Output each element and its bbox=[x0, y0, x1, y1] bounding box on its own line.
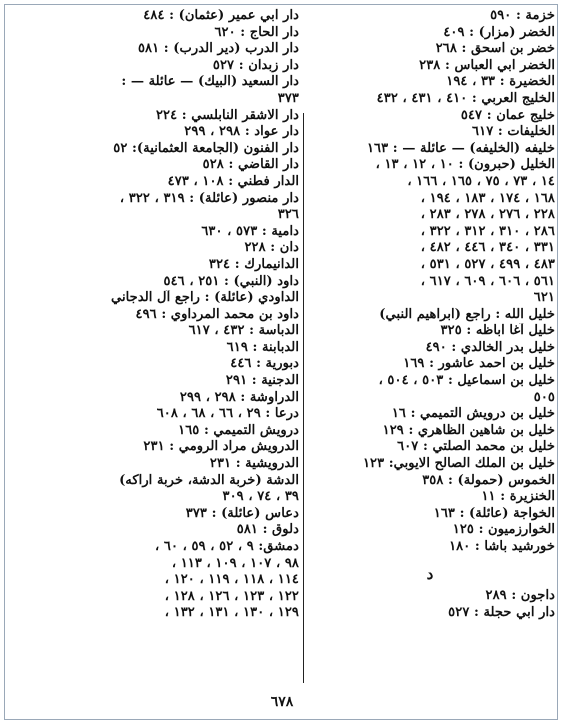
index-entry: الدشة (خربة الدشة، خربة اراكه) bbox=[119, 472, 299, 488]
index-entry: الدرويش مراد الرومي : ٢٣١ bbox=[143, 439, 299, 455]
index-column-right bbox=[305, 8, 555, 621]
index-entry: خليل الله : راجع (ابراهيم النبي) bbox=[379, 306, 555, 322]
index-entry: درعا : ٢٩ ، ٦٦ ، ٦٨ ، ٦٠٨ bbox=[156, 406, 299, 422]
index-entry: خليفه (الخليفه) — عائلة — : ١٦٣ bbox=[366, 140, 555, 156]
index-entry: دبورية : ٤٤٦ bbox=[230, 356, 299, 372]
index-entry: دار ابي عمير (عثمان) : ٤٨٤ bbox=[143, 8, 299, 23]
index-entry: الخليفات : ٦١٧ bbox=[472, 124, 555, 140]
index-entry: خليل آغا اباظه : ٣٢٥ bbox=[440, 323, 555, 339]
page-number: ٦٧٨ bbox=[270, 694, 294, 710]
index-entry: درويش التميمي : ١٦٥ bbox=[178, 422, 299, 438]
index-entry: ٣٧٣ bbox=[277, 90, 299, 106]
index-entry: ١٢٩ ، ١٣٠ ، ١٣١ ، ١٣٢ ، bbox=[164, 605, 299, 621]
index-entry: دار ابي حجلة : ٥٢٧ bbox=[448, 604, 555, 620]
index-entry: الخنزيرة : ١١ bbox=[481, 489, 555, 505]
index-entry: داجون : ٢٨٩ bbox=[485, 588, 555, 604]
index-entry: ١٦٨ ، ١٧٤ ، ١٨٣ ، ١٩٤ ، bbox=[420, 190, 555, 206]
index-entry: خزمة : ٥٩٠ bbox=[490, 8, 555, 23]
index-entry: ٣٣١ ، ٣٤٠ ، ٤٤٦ ، ٤٨٢ ، bbox=[420, 240, 555, 256]
index-entry: دلوق : ٥٨١ bbox=[236, 522, 299, 538]
index-entry: الخموس (حمولة) : ٣٥٨ bbox=[422, 472, 555, 488]
index-entry: خليل بن احمد عاشور : ١٦٩ bbox=[403, 356, 555, 372]
index-entry: ٥٦١ ، ٦٠٦ ، ٦٠٩ ، ٦١٧ ، bbox=[420, 273, 555, 289]
index-entry: خليل بن الملك الصالح الايوبي: ١٢٣ bbox=[362, 456, 555, 472]
index-entry: دار الاشقر النابلسي : ٢٢٤ bbox=[155, 107, 299, 123]
index-entry: خليل بن شاهين الظاهري : ١٢٩ bbox=[382, 422, 555, 438]
index-entry: خضر بن اسحق : ٢٦٨ bbox=[435, 41, 555, 57]
index-entry: ٣٩ ، ٧٤ ، ٣٠٩ bbox=[222, 489, 299, 505]
index-entry: دار الدرب (دير الدرب) : ٥٨١ bbox=[137, 41, 299, 57]
index-entry: الدانيمارك : ٣٢٤ bbox=[208, 256, 299, 272]
index-entry: الداودي (عائلة) : راجع آل الدجاني bbox=[110, 290, 299, 306]
index-entry: الدبابنة : ٦١٩ bbox=[226, 339, 299, 355]
index-entry: ١٢٢ ، ١٢٣ ، ١٢٦ ، ١٢٨ ، bbox=[164, 588, 299, 604]
index-entry: الدرويشية : ٢٣١ bbox=[209, 456, 299, 472]
index-entry: ٢٨٦ ، ٣١٠ ، ٣١٢ ، ٣٢٢ ، bbox=[420, 223, 555, 239]
index-entry: الخضيرة : ٣٣ ، ١٩٤ bbox=[446, 74, 555, 90]
index-entry: دار القاضي : ٥٢٨ bbox=[202, 157, 299, 173]
index-entry: دعاس (عائلة) : ٣٧٣ bbox=[185, 505, 299, 521]
index-entry: دار منصور (عائلة) : ٣١٩ ، ٣٢٢ ، bbox=[119, 190, 299, 206]
index-entry: خليل بن محمد الصلتي : ٦٠٧ bbox=[397, 439, 555, 455]
index-entry: دار الفنون (الجامعة العثمانية): ٥٢ bbox=[113, 140, 299, 156]
index-entry: ٢٢٨ ، ٢٧٦ ، ٢٧٨ ، ٢٨٣ ، bbox=[420, 207, 555, 223]
index-entry: داود بن محمد المرداوي : ٤٩٦ bbox=[135, 306, 299, 322]
section-gap bbox=[305, 556, 555, 566]
index-entry: خليج عمان : ٥٤٧ bbox=[460, 107, 555, 123]
index-entry: خليل بدر الخالدي : ٤٩٠ bbox=[425, 339, 555, 355]
index-entry: خورشيد باشا : ١٨٠ bbox=[449, 539, 555, 554]
index-entry: دار عواد : ٢٩٨ ، ٢٩٩ bbox=[184, 124, 299, 140]
document-page bbox=[4, 4, 558, 720]
index-entry: ٤٨٣ ، ٤٩٩ ، ٥٢٧ ، ٥٣١ ، bbox=[420, 256, 555, 272]
index-entry: الخضر ابي العباس : ٢٣٨ bbox=[419, 57, 555, 73]
index-entry: الخواجة (عائلة) : ١٦٣ bbox=[433, 505, 555, 521]
index-entry: دامية : ٥٧٣ ، ٦٣٠ bbox=[201, 223, 299, 239]
section-letter-heading: د bbox=[426, 565, 434, 583]
index-entry: داود (النبي) : ٢٥١ ، ٥٤٦ bbox=[163, 273, 299, 289]
index-entry: دار الحاج : ٦٢٠ bbox=[214, 24, 299, 40]
index-entry: دار السعيد (البيك) — عائلة — : bbox=[121, 74, 299, 90]
index-entry: الخوارزميون : ١٢٥ bbox=[452, 522, 555, 538]
index-entry: الدار فطني : ١٠٨ ، ٤٧٣ bbox=[167, 173, 299, 189]
index-entry: ٣٢٦ bbox=[277, 207, 299, 223]
index-entry: ١١٤ ، ١١٨ ، ١١٩ ، ١٢٠ ، bbox=[164, 572, 299, 588]
index-entry: الخضر (مزار) : ٤٠٩ bbox=[443, 24, 555, 40]
index-column-left bbox=[11, 8, 299, 622]
index-entry: ٩٨ ، ١٠٧ ، ١٠٩ ، ١١٣ ، bbox=[171, 555, 299, 571]
column-divider bbox=[303, 113, 304, 683]
index-entry: ١٤ ، ٧٣ ، ٧٥ ، ١٦٥ ، ١٦٦ ، bbox=[407, 173, 555, 189]
index-entry: ٦٢١ bbox=[533, 290, 555, 306]
index-entry: الخليل (حبرون) : ١٠ ، ١٢ ، ١٣ ، bbox=[375, 157, 555, 173]
index-entry: الدراوشة : ٢٩٨ ، ٢٩٩ bbox=[179, 389, 299, 405]
index-entry: الدجنية : ٢٩١ bbox=[225, 373, 299, 389]
index-entry: دار زبدان : ٥٢٧ bbox=[212, 57, 299, 73]
index-entry: الخليج العربي : ٤١٠ ، ٤٣١ ، ٤٣٢ bbox=[376, 90, 555, 106]
index-entry: الدباسة : ٤٣٢ ، ٦١٧ bbox=[188, 323, 299, 339]
index-entry: خليل بن اسماعيل : ٥٠٣ ، ٥٠٤ ، bbox=[378, 373, 555, 389]
index-entry: دان : ٢٢٨ bbox=[244, 240, 299, 256]
index-entry: دمشق: ٩ ، ٥٢ ، ٥٩ ، ٦٠ ، bbox=[155, 539, 299, 554]
index-entry: خليل بن درويش التميمي : ١٦ bbox=[391, 406, 555, 422]
index-entry: ٥٠٥ bbox=[533, 389, 555, 405]
